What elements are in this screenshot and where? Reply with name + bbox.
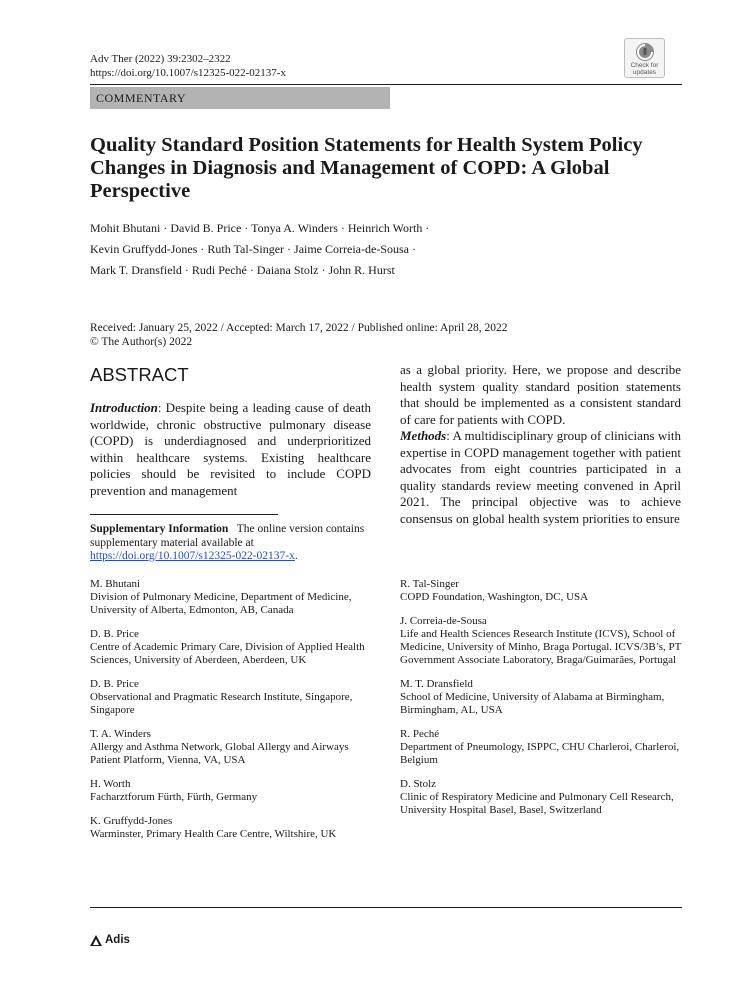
affiliation-text: Facharztforum Fürth, Fürth, Germany <box>90 791 258 803</box>
affiliation <box>90 678 370 717</box>
affiliation <box>400 678 690 717</box>
affiliation <box>400 728 690 767</box>
methods-label: Methods <box>400 428 447 443</box>
affiliation-author: M. Bhutani <box>90 578 141 590</box>
section-label: COMMENTARY <box>90 87 390 109</box>
abstract-methods <box>400 428 681 527</box>
supplementary-label: Supplementary Information <box>90 523 229 535</box>
affiliation-author: K. Gruffydd-Jones <box>90 815 173 827</box>
affiliation <box>90 628 370 667</box>
affiliation-author: R. Peché <box>400 728 440 740</box>
article-title: Quality Standard Position Statements for Health System Policy Changes in Diagnosis and Management of COPD: A Global Perspective <box>90 134 643 202</box>
abstract-right-column <box>400 362 681 527</box>
abstract-continuation: as a global priority. Here, we propose and describe health system quality standard position statements that should be implemented as a consistent standard of care for patients with COPD. <box>400 362 681 427</box>
intro-text: : Despite being a leading cause of death worldwide, chronic obstructive pulmonary disease (COPD) is underdiagnosed and underprioritized within healthcare systems. Existing healthcare policies should be revisited to include COPD prevention and management <box>90 400 371 498</box>
affiliation-author: T. A. Winders <box>90 728 151 740</box>
affiliation <box>90 728 370 767</box>
supplementary-text: The online version contains supplementary material available at <box>90 523 365 549</box>
journal-doi[interactable]: https://doi.org/10.1007/s12325-022-02137-x <box>90 67 286 79</box>
footnote-rule <box>90 514 278 515</box>
publisher-logo <box>90 934 130 946</box>
affiliation-author: M. T. Dransfield <box>400 678 473 690</box>
affiliation-text: Warminster, Primary Health Care Centre, Wiltshire, UK <box>90 828 337 840</box>
author-line: Mohit Bhutani · David B. Price · Tonya A. Winders · Heinrich Worth · <box>90 221 430 235</box>
publisher-name: Adis <box>105 934 130 946</box>
journal-citation: Adv Ther (2022) 39:2302–2322 <box>90 53 231 65</box>
affiliation-author: D. Stolz <box>400 778 437 790</box>
affiliation-text: Observational and Pragmatic Research Institute, Singapore, Singapore <box>90 691 353 716</box>
affiliation-text: School of Medicine, University of Alabama at Birmingham, Birmingham, AL, USA <box>400 691 665 716</box>
header-rule <box>90 84 682 85</box>
supplementary-link[interactable]: https://doi.org/10.1007/s12325-022-02137-x <box>90 550 295 562</box>
affiliation-author: J. Correia-de-Sousa <box>400 615 487 627</box>
affiliation <box>400 615 690 667</box>
adis-triangle-icon <box>90 935 102 946</box>
affiliation <box>90 778 370 804</box>
affiliation-text: Life and Health Sciences Research Institute (ICVS), School of Medicine, University of Minho, Braga Portugal. ICVS/3B’s, PT Government Associate Laboratory, Braga/Guimarães, Portugal <box>400 628 682 666</box>
affiliation-author: H. Worth <box>90 778 131 790</box>
affiliation-text: COPD Foundation, Washington, DC, USA <box>400 591 589 603</box>
author-list <box>90 218 690 281</box>
abstract-left-column <box>90 400 371 499</box>
badge-line2: updates <box>632 69 657 76</box>
author-line: Kevin Gruffydd-Jones · Ruth Tal-Singer · Jaime Correia-de-Sousa · <box>90 242 416 256</box>
affiliation-text: Clinic of Respiratory Medicine and Pulmonary Cell Research, University Hospital Basel, Basel, Switzerland <box>400 791 674 816</box>
journal-header <box>90 52 286 80</box>
affiliation-text: Centre of Academic Primary Care, Division of Applied Health Sciences, University of Aberdeen, Aberdeen, UK <box>90 641 365 666</box>
affiliation <box>90 578 370 617</box>
supplementary-end: . <box>294 550 298 562</box>
affiliations-left <box>90 578 370 852</box>
copyright-line: © The Author(s) 2022 <box>90 336 193 348</box>
affiliation <box>90 815 370 841</box>
methods-text: : A multidisciplinary group of clinicians with expertise in COPD management together with patient advocates from eight countries participated in a quality standards review meeting convened in April 2021. The principal objective was to achieve consensus on global health system priorities to ensure <box>400 428 681 526</box>
intro-label: Introduction <box>90 400 158 415</box>
affiliation-text: Division of Pulmonary Medicine, Department of Medicine, University of Alberta, Edmonton, AB, Canada <box>90 591 352 616</box>
author-line: Mark T. Dransfield · Rudi Peché · Daiana Stolz · John R. Hurst <box>90 263 395 277</box>
affiliation <box>400 578 690 604</box>
dates-line: Received: January 25, 2022 / Accepted: March 17, 2022 / Published online: April 28, 2022 <box>90 322 508 334</box>
abstract-heading: ABSTRACT <box>90 364 189 385</box>
check-for-updates-badge[interactable] <box>624 38 665 78</box>
affiliation-author: D. B. Price <box>90 628 139 640</box>
affiliations-right <box>400 578 690 828</box>
badge-line1: Check for <box>630 62 659 69</box>
abstract-introduction <box>90 400 371 499</box>
affiliation-author: D. B. Price <box>90 678 139 690</box>
publication-dates <box>90 321 690 349</box>
affiliation-text: Department of Pneumology, ISPPC, CHU Charleroi, Charleroi, Belgium <box>400 741 680 766</box>
supplementary-info <box>90 523 373 564</box>
affiliation-author: R. Tal-Singer <box>400 578 459 590</box>
affiliation <box>400 778 690 817</box>
check-updates-icon <box>635 42 655 62</box>
footer-rule <box>90 907 682 908</box>
affiliation-text: Allergy and Asthma Network, Global Allergy and Airways Patient Platform, Vienna, VA, USA <box>90 741 349 766</box>
